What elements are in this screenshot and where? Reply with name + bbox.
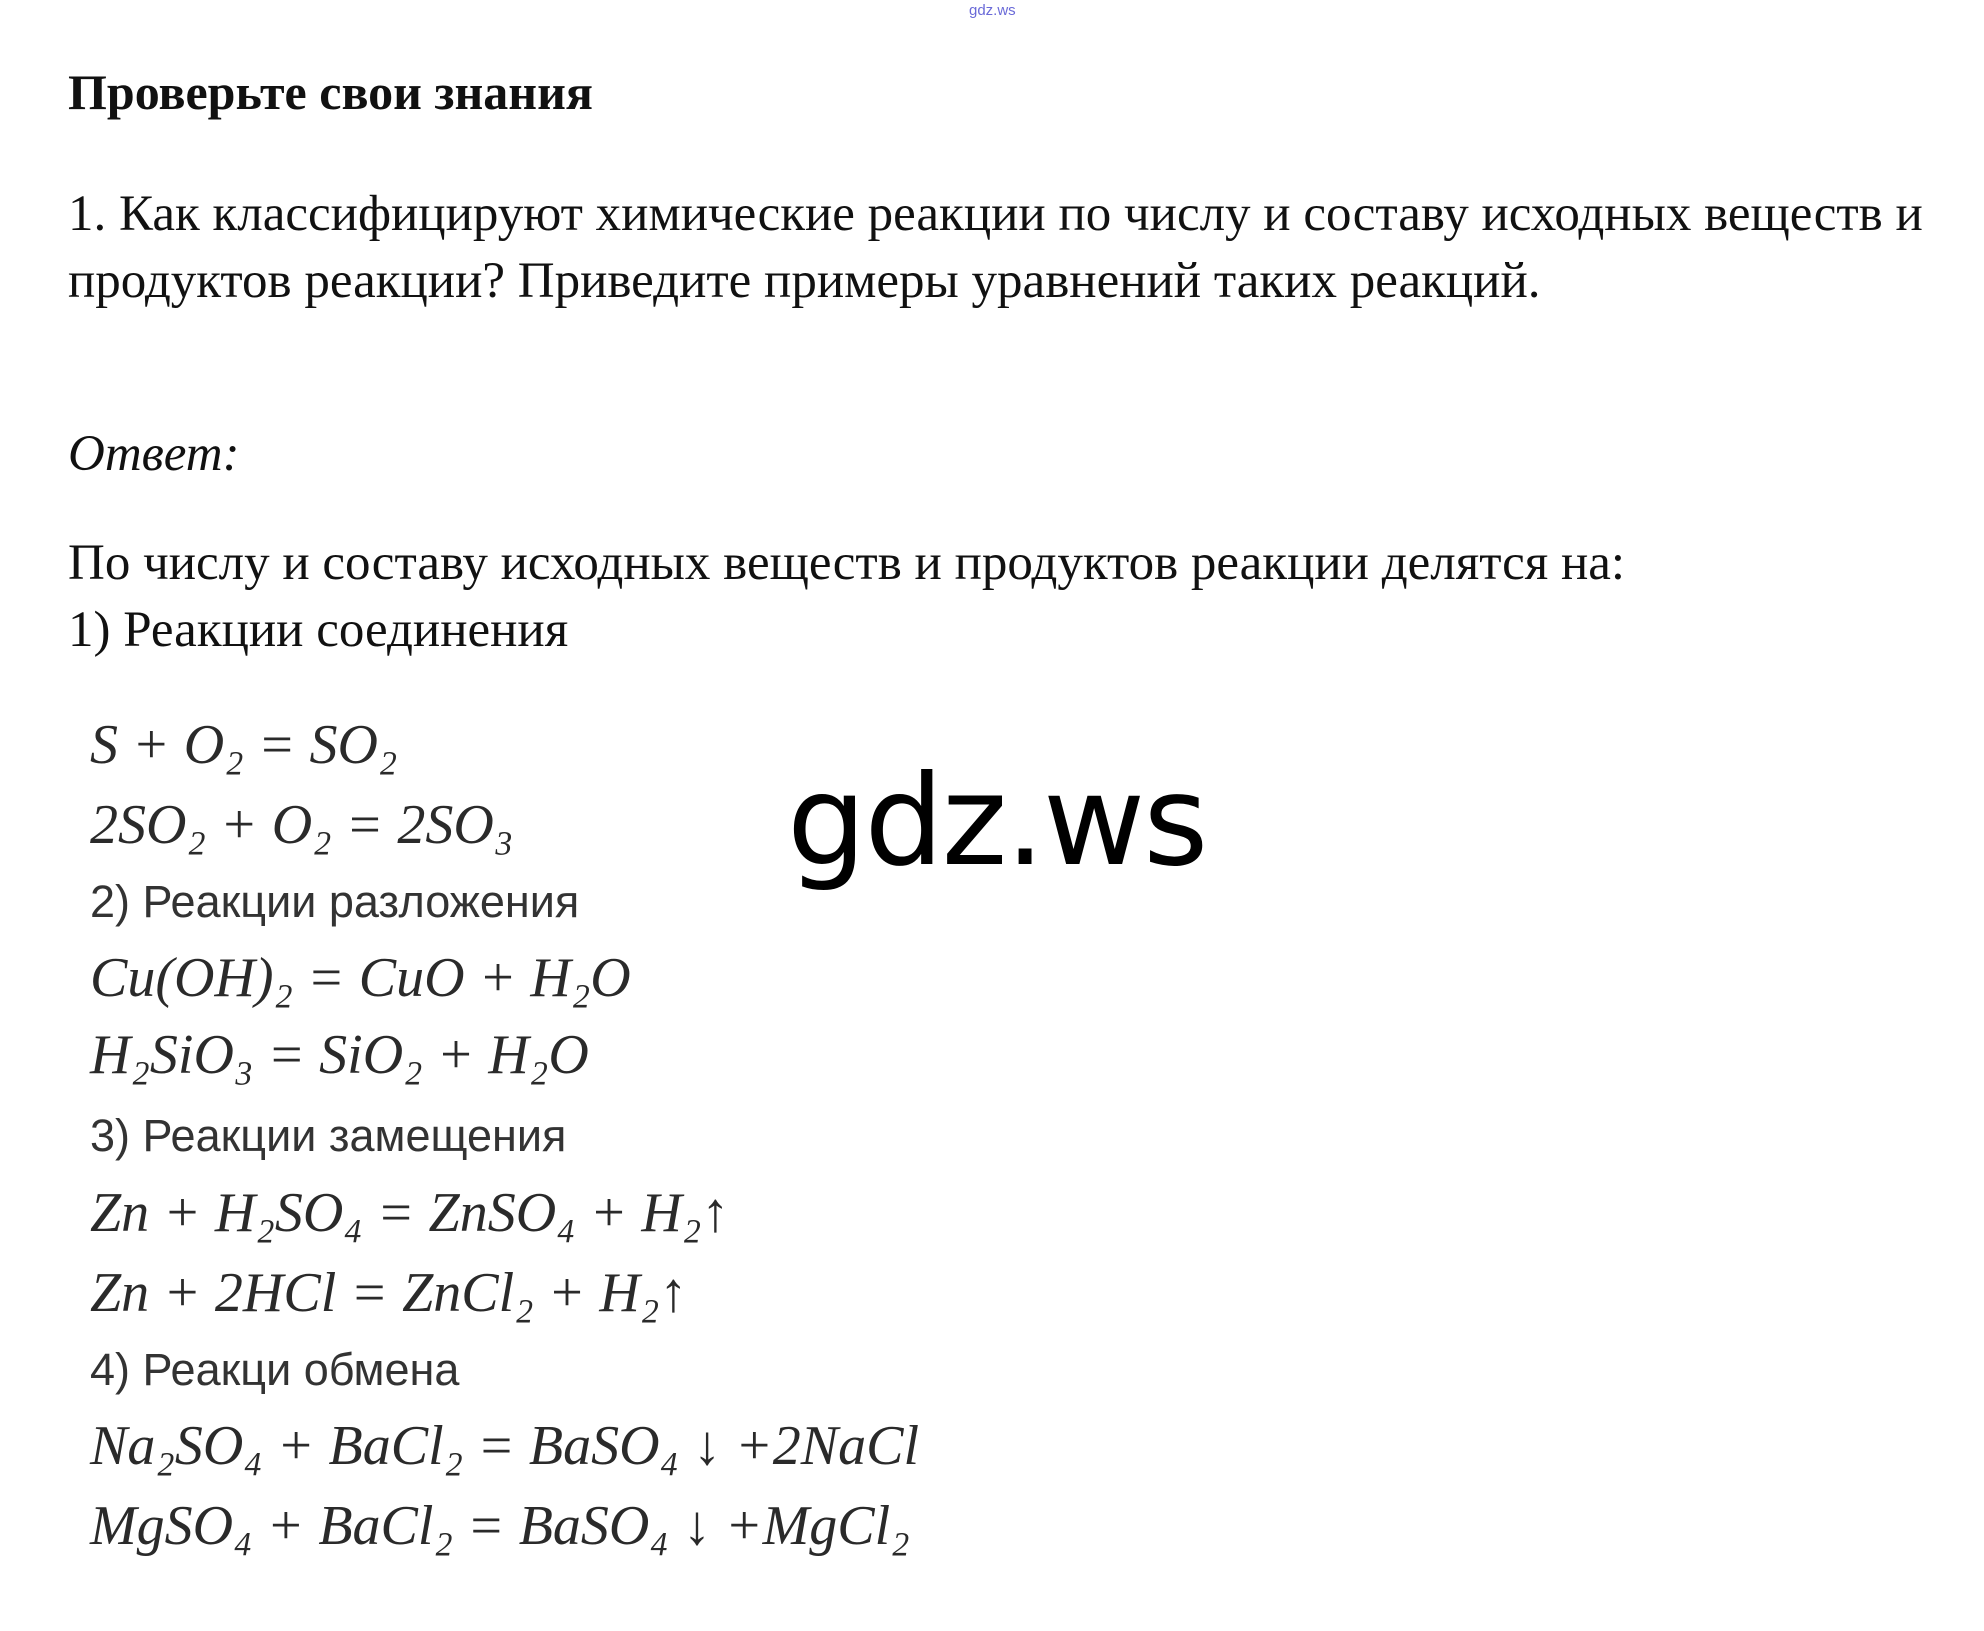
section-title-substitution: 3) Реакции замещения — [90, 1110, 567, 1161]
equation-decomposition-2: H₂SiO₃ = SiO₂ + H₂O — [90, 1024, 589, 1086]
answer-label: Ответ: — [68, 426, 240, 482]
equation-decomposition-1: Cu(OH)₂ = CuO + H₂O — [90, 947, 631, 1009]
section-title-exchange: 4) Реакци обмена — [90, 1344, 460, 1395]
equation-combination-2: 2SO₂ + O₂ = 2SO₃ — [90, 794, 514, 856]
equation-exchange-1: Na₂SO₄ + BaCl₂ = BaSO₄ ↓ +2NaCl — [90, 1415, 920, 1477]
question-text: 1. Как классифицируют химические реакции по числу и составу исходных веществ и продуктов реакции? Приведите примеры уравнений таких реакций. — [68, 186, 1923, 309]
source-link[interactable]: gdz.ws — [969, 2, 1016, 19]
equation-substitution-2: Zn + 2HCl = ZnCl₂ + H₂↑ — [90, 1262, 688, 1324]
equation-combination-1: S + O₂ = SO₂ — [90, 714, 398, 776]
watermark-logo: gdz.ws — [787, 749, 1207, 894]
section-title-combination: 1) Реакции соединения — [68, 602, 569, 658]
section-title-decomposition: 2) Реакции разложения — [90, 876, 580, 927]
equation-substitution-1: Zn + H₂SO₄ = ZnSO₄ + H₂↑ — [90, 1182, 730, 1244]
answer-intro: По числу и составу исходных веществ и продуктов реакции делятся на: — [68, 535, 1626, 591]
section-heading: Проверьте свои знания — [68, 64, 593, 120]
equation-exchange-2: MgSO₄ + BaCl₂ = BaSO₄ ↓ +MgCl₂ — [90, 1495, 910, 1557]
